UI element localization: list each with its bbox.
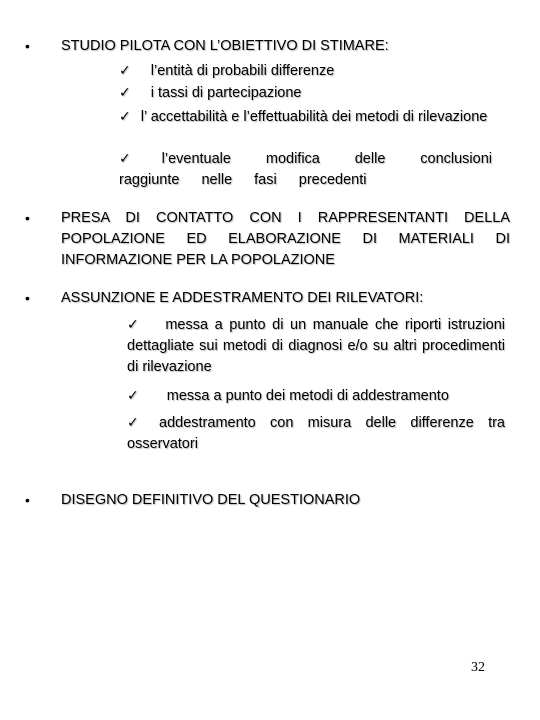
list-item <box>127 386 505 407</box>
list-item <box>119 149 492 191</box>
section-heading: ASSUNZIONE E ADDESTRAMENTO DEI RILEVATORI: <box>61 290 424 306</box>
list-item-text: addestramento con misura delle differenze tra osservatori <box>127 415 505 452</box>
list-item-text: l’entità di probabili differenze <box>150 63 335 79</box>
list-item <box>119 107 492 128</box>
section-heading: DISEGNO DEFINITIVO DEL QUESTIONARIO <box>61 492 361 508</box>
list-item <box>119 83 494 104</box>
checkmark-icon: ✓ <box>119 109 131 125</box>
page-number: 32 <box>471 660 485 675</box>
list-item <box>119 61 494 82</box>
checkmark-icon: ✓ <box>119 85 131 101</box>
checkmark-icon: ✓ <box>127 388 139 404</box>
bullet-icon: • <box>25 492 30 508</box>
list-item-text: i tassi di partecipazione <box>150 85 302 101</box>
checkmark-icon: ✓ <box>119 63 131 79</box>
bullet-icon: • <box>25 38 30 54</box>
checkmark-icon: ✓ <box>127 415 139 431</box>
list-item-text: l’ accettabilità e l’effettuabilità dei metodi di rilevazione <box>140 109 488 125</box>
checkmark-icon: ✓ <box>127 317 139 333</box>
bullet-icon: • <box>25 290 30 306</box>
list-item <box>127 413 505 455</box>
list-item-text: messa a punto di un manuale che riporti istruzioni dettagliate sui metodi di diagnosi e/o su altri procedimenti di rilevazione <box>127 317 505 375</box>
list-item-text: messa a punto dei metodi di addestramento <box>166 388 449 404</box>
checkmark-icon: ✓ <box>119 151 131 167</box>
list-item-text: l’eventuale modifica delle conclusioni raggiunte nelle fasi precedenti <box>119 151 493 188</box>
section-heading: PRESA DI CONTATTO CON I RAPPRESENTANTI DELLA POPOLAZIONE ED ELABORAZIONE DI MATERIALI DI INFORMAZIONE PER LA POPOLAZIONE <box>61 210 510 268</box>
section-heading: STUDIO PILOTA CON L’OBIETTIVO DI STIMARE: <box>61 38 389 54</box>
list-item <box>127 315 505 378</box>
bullet-icon: • <box>25 210 30 226</box>
